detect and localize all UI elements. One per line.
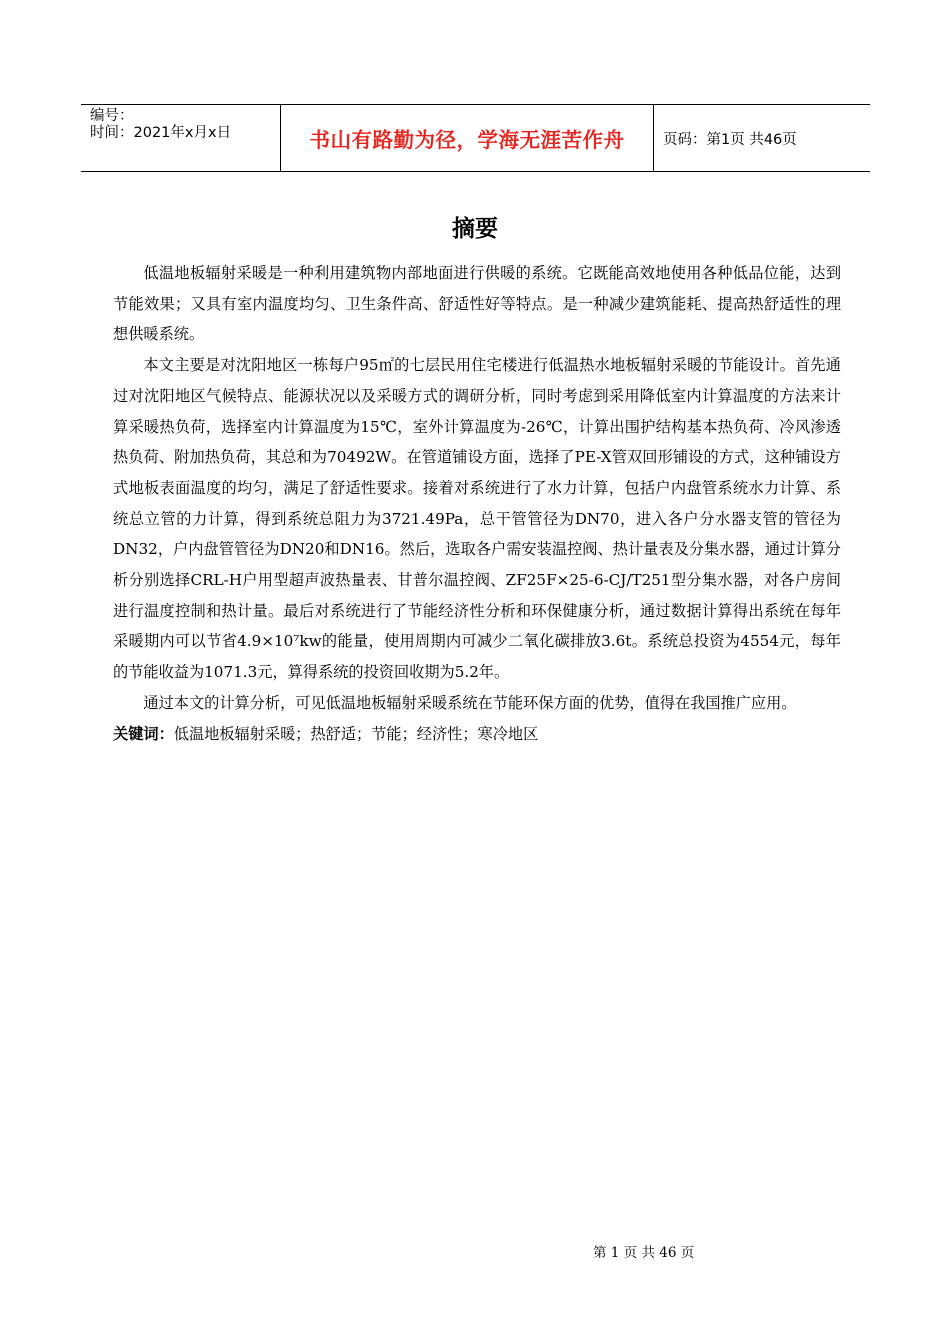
header-meta xyxy=(81,105,281,171)
abstract-paragraph: 低温地板辐射采暖是一种利用建筑物内部地面进行供暖的系统。它既能高效地使用各种低品位能，达到节能效果；又具有室内温度均匀、卫生条件高、舒适性好等特点。是一种减少建筑能耗、提高热舒适性的理想供暖系统。 xyxy=(113,264,841,344)
abstract-body xyxy=(113,258,841,749)
page-info-text: 页码：第1页 共46页 xyxy=(663,131,797,148)
page-header xyxy=(81,104,870,172)
keywords-line xyxy=(113,719,841,750)
header-motto xyxy=(281,105,654,171)
keywords-text: 低温地板辐射采暖；热舒适；节能；经济性；寒冷地区 xyxy=(173,724,539,743)
motto-text: 书山有路勤为径，学海无涯苦作舟 xyxy=(309,128,625,152)
page-title: 摘要 xyxy=(452,216,498,242)
abstract-paragraph: 本文主要是对沈阳地区一栋每户95㎡的七层民用住宅楼进行低温热水地板辐射采暖的节能设计。首先通过对沈阳地区气候特点、能源状况以及采暖方式的调研分析，同时考虑到采用降低室内计算温度的方法来计算采暖热负荷，选择室内计算温度为15℃，室外计算温度为-26℃，计算出围护结构基本热负荷、冷风渗透热负荷、附加热负荷，其总和为70492W。在管道铺设方面，选择了PE-X管双回形铺设的方式，这种铺设方式地板表面温度的均匀，满足了舒适性要求。接着对系统进行了水力计算，包括户内盘管系统水力计算、系统总立管的力计算，得到系统总阻力为3721.49Pa，总干管管径为DN70，进入各户分水器支管的管径为DN32，户内盘管管径为DN20和DN16。然后，选取各户需安装温控阀、热计量表及分集水器，通过计算分析分别选择CRL-H户用型超声波热量表、甘普尔温控阀、ZF25F×25-6-CJ/T251型分集水器，对各户房间进行温度控制和热计量。最后对系统进行了节能经济性分析和环保健康分析，通过数据计算得出系统在每年采暖期内可以节省4.9×10⁷kw的能量，使用周期内可减少二氧化碳排放3.6t。系统总投资为4554元，每年的节能收益为1071.3元，算得系统的投资回收期为5.2年。 xyxy=(113,356,841,682)
abstract-paragraph: 通过本文的计算分析，可见低温地板辐射采暖系统在节能环保方面的优势，值得在我国推广应用。 xyxy=(143,693,797,712)
date-label: 时间：2021年x月x日 xyxy=(90,125,232,141)
header-page-info xyxy=(654,105,870,171)
keywords-label: 关键词： xyxy=(113,724,174,743)
page-footer: 第 1 页 共 46 页 xyxy=(593,1245,695,1261)
serial-number-label: 编号： xyxy=(90,108,134,124)
